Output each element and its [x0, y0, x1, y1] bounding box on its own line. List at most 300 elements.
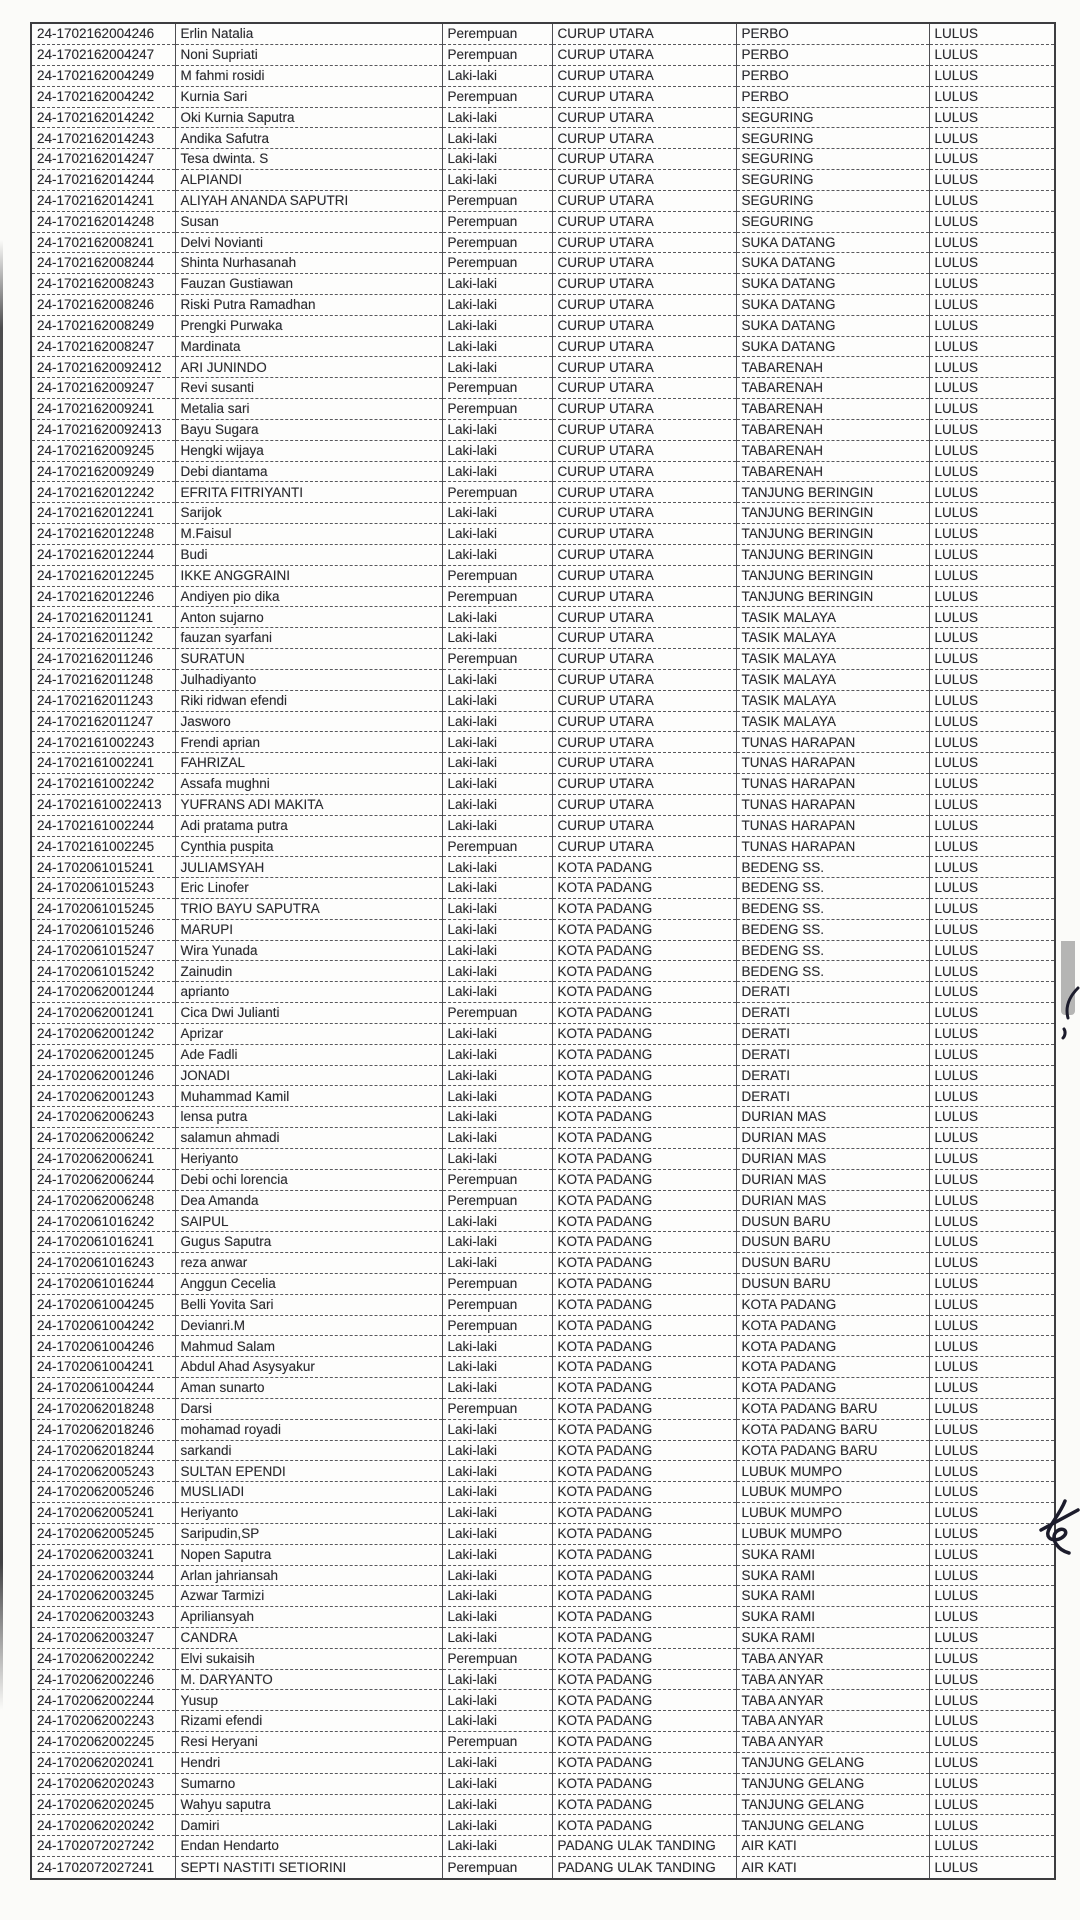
- cell-status: LULUS: [929, 1503, 1055, 1524]
- cell-status: LULUS: [929, 1482, 1055, 1503]
- table-row: [31, 753, 1055, 774]
- cell-district: CURUP UTARA: [552, 774, 736, 795]
- table-row: [31, 607, 1055, 628]
- cell-gender: Laki-laki: [442, 1378, 552, 1399]
- cell-status: LULUS: [929, 1461, 1055, 1482]
- cell-name: sarkandi: [175, 1440, 442, 1461]
- cell-district: KOTA PADANG: [552, 1148, 736, 1169]
- cell-gender: Laki-laki: [442, 1023, 552, 1044]
- cell-status: LULUS: [929, 690, 1055, 711]
- cell-name: SAIPUL: [175, 1211, 442, 1232]
- cell-registration_id: 24-1702062018244: [31, 1440, 175, 1461]
- cell-district: CURUP UTARA: [552, 65, 736, 86]
- cell-name: Assafa mughni: [175, 774, 442, 795]
- cell-status: LULUS: [929, 1253, 1055, 1274]
- cell-registration_id: 24-1702072027241: [31, 1857, 175, 1879]
- cell-status: LULUS: [929, 607, 1055, 628]
- table-row: [31, 919, 1055, 940]
- cell-village: KOTA PADANG: [736, 1294, 929, 1315]
- cell-district: KOTA PADANG: [552, 1440, 736, 1461]
- cell-status: LULUS: [929, 669, 1055, 690]
- cell-village: BEDENG SS.: [736, 919, 929, 940]
- cell-village: TABA ANYAR: [736, 1690, 929, 1711]
- cell-village: SUKA DATANG: [736, 294, 929, 315]
- cell-gender: Laki-laki: [442, 336, 552, 357]
- cell-status: LULUS: [929, 1586, 1055, 1607]
- cell-district: KOTA PADANG: [552, 1607, 736, 1628]
- cell-village: DURIAN MAS: [736, 1169, 929, 1190]
- cell-gender: Laki-laki: [442, 1107, 552, 1128]
- cell-district: KOTA PADANG: [552, 940, 736, 961]
- cell-status: LULUS: [929, 336, 1055, 357]
- table-row: [31, 190, 1055, 211]
- cell-name: fauzan syarfani: [175, 628, 442, 649]
- cell-village: TABARENAH: [736, 461, 929, 482]
- cell-registration_id: 24-1702162014244: [31, 170, 175, 191]
- cell-district: CURUP UTARA: [552, 836, 736, 857]
- cell-district: KOTA PADANG: [552, 1190, 736, 1211]
- table-row: [31, 253, 1055, 274]
- cell-registration_id: 24-1702162004249: [31, 65, 175, 86]
- table-row: [31, 628, 1055, 649]
- cell-gender: Laki-laki: [442, 149, 552, 170]
- cell-name: Susan: [175, 211, 442, 232]
- table-row: [31, 1482, 1055, 1503]
- cell-village: SUKA RAMI: [736, 1544, 929, 1565]
- cell-registration_id: 24-1702062003247: [31, 1627, 175, 1648]
- table-row: [31, 294, 1055, 315]
- cell-gender: Laki-laki: [442, 65, 552, 86]
- cell-district: KOTA PADANG: [552, 1815, 736, 1836]
- cell-district: KOTA PADANG: [552, 1211, 736, 1232]
- cell-gender: Perempuan: [442, 1169, 552, 1190]
- cell-district: KOTA PADANG: [552, 1669, 736, 1690]
- cell-registration_id: 24-1702162008249: [31, 315, 175, 336]
- cell-registration_id: 24-1702162004246: [37, 26, 155, 42]
- cell-status: LULUS: [929, 1336, 1055, 1357]
- cell-village: TUNAS HARAPAN: [736, 836, 929, 857]
- table-row: [31, 815, 1055, 836]
- cell-name: Heriyanto: [175, 1503, 442, 1524]
- table-row: [31, 836, 1055, 857]
- cell-registration_id: 24-1702062002242: [31, 1648, 175, 1669]
- cell-district: CURUP UTARA: [552, 503, 736, 524]
- cell-district: CURUP UTARA: [552, 711, 736, 732]
- results-table: [30, 22, 1056, 1880]
- cell-registration_id: 24-1702162014242: [31, 107, 175, 128]
- cell-status: LULUS: [929, 774, 1055, 795]
- cell-gender: Laki-laki: [442, 1690, 552, 1711]
- table-row: [31, 232, 1055, 253]
- cell-district: CURUP UTARA: [552, 315, 736, 336]
- cell-name: SEPTI NASTITI SETIORINI: [175, 1857, 442, 1879]
- cell-village: DURIAN MAS: [736, 1190, 929, 1211]
- cell-village: DERATI: [736, 982, 929, 1003]
- cell-name: Aprizar: [175, 1023, 442, 1044]
- cell-gender: Laki-laki: [442, 1440, 552, 1461]
- cell-registration_id: 24-1702062002244: [31, 1690, 175, 1711]
- cell-name: Adi pratama putra: [175, 815, 442, 836]
- table-row: [31, 503, 1055, 524]
- cell-district: CURUP UTARA: [552, 544, 736, 565]
- cell-gender: Laki-laki: [442, 1044, 552, 1065]
- cell-gender: Perempuan: [442, 1315, 552, 1336]
- cell-village: DUSUN BARU: [736, 1211, 929, 1232]
- cell-village: SUKA RAMI: [736, 1607, 929, 1628]
- table-row: [31, 23, 1055, 45]
- cell-name: Andika Safutra: [175, 128, 442, 149]
- cell-name: Belli Yovita Sari: [175, 1294, 442, 1315]
- cell-village: TABA ANYAR: [736, 1732, 929, 1753]
- cell-status: LULUS: [929, 1565, 1055, 1586]
- cell-village: TASIK MALAYA: [736, 669, 929, 690]
- cell-name: SURATUN: [175, 649, 442, 670]
- cell-name: Julhadiyanto: [175, 669, 442, 690]
- cell-gender: Laki-laki: [442, 1752, 552, 1773]
- cell-name: Eric Linofer: [175, 878, 442, 899]
- cell-registration_id: 24-1702062005241: [31, 1503, 175, 1524]
- cell-registration_id: 24-1702062003244: [31, 1565, 175, 1586]
- cell-village: TANJUNG BERINGIN: [736, 565, 929, 586]
- cell-status: LULUS: [929, 399, 1055, 420]
- table-row: [31, 1148, 1055, 1169]
- cell-village: KOTA PADANG BARU: [736, 1440, 929, 1461]
- handwritten-scribble-mark: [1038, 1498, 1080, 1568]
- cell-gender: Laki-laki: [442, 1794, 552, 1815]
- cell-gender: Perempuan: [442, 211, 552, 232]
- cell-district: KOTA PADANG: [552, 1294, 736, 1315]
- cell-district: KOTA PADANG: [552, 1273, 736, 1294]
- cell-gender: Perempuan: [442, 1273, 552, 1294]
- cell-district: CURUP UTARA: [552, 794, 736, 815]
- cell-name: ALIYAH ANANDA SAPUTRI: [175, 190, 442, 211]
- cell-gender: Laki-laki: [442, 1253, 552, 1274]
- cell-district: KOTA PADANG: [552, 1648, 736, 1669]
- cell-status: LULUS: [929, 86, 1055, 107]
- cell-name: Riski Putra Ramadhan: [175, 294, 442, 315]
- cell-registration_id: 24-1702062020243: [31, 1773, 175, 1794]
- cell-village: SUKA DATANG: [736, 315, 929, 336]
- cell-registration_id: 24-1702162012241: [31, 503, 175, 524]
- cell-registration_id: 24-1702062018248: [31, 1398, 175, 1419]
- cell-village: KOTA PADANG: [736, 1315, 929, 1336]
- cell-status: LULUS: [929, 982, 1055, 1003]
- cell-gender: Laki-laki: [442, 690, 552, 711]
- table-row: [31, 1503, 1055, 1524]
- cell-status: LULUS: [929, 1190, 1055, 1211]
- cell-gender: Perempuan: [442, 86, 552, 107]
- cell-name: Erlin Natalia: [175, 23, 442, 45]
- cell-name: aprianto: [175, 982, 442, 1003]
- cell-village: DURIAN MAS: [736, 1128, 929, 1149]
- cell-registration_id: 24-1702161002242: [31, 774, 175, 795]
- cell-village: KOTA PADANG: [736, 1357, 929, 1378]
- cell-status: LULUS: [929, 1148, 1055, 1169]
- cell-gender: Laki-laki: [442, 1627, 552, 1648]
- cell-name: mohamad royadi: [175, 1419, 442, 1440]
- cell-name: Apriliansyah: [175, 1607, 442, 1628]
- table-row: [31, 65, 1055, 86]
- table-row: [31, 1836, 1055, 1857]
- cell-village: SUKA DATANG: [736, 253, 929, 274]
- cell-gender: Laki-laki: [442, 1232, 552, 1253]
- table-row: [31, 1690, 1055, 1711]
- cell-district: KOTA PADANG: [552, 961, 736, 982]
- table-row: [31, 1648, 1055, 1669]
- cell-status: LULUS: [929, 1440, 1055, 1461]
- cell-name: Noni Supriati: [175, 45, 442, 66]
- cell-district: KOTA PADANG: [552, 878, 736, 899]
- table-row: [31, 86, 1055, 107]
- cell-district: CURUP UTARA: [552, 211, 736, 232]
- cell-registration_id: 24-1702162014243: [31, 128, 175, 149]
- cell-status: LULUS: [929, 253, 1055, 274]
- cell-registration_id: 24-1702062020245: [31, 1794, 175, 1815]
- cell-district: KOTA PADANG: [552, 1357, 736, 1378]
- cell-village: DURIAN MAS: [736, 1148, 929, 1169]
- cell-name: Heriyanto: [175, 1148, 442, 1169]
- cell-village: TUNAS HARAPAN: [736, 794, 929, 815]
- cell-registration_id: 24-1702161002243: [31, 732, 175, 753]
- cell-gender: Laki-laki: [442, 1336, 552, 1357]
- cell-status: LULUS: [929, 1315, 1055, 1336]
- cell-gender: Laki-laki: [442, 1148, 552, 1169]
- cell-village: TABA ANYAR: [736, 1648, 929, 1669]
- cell-gender: Laki-laki: [442, 128, 552, 149]
- cell-name: Debi ochi lorencia: [175, 1169, 442, 1190]
- cell-registration_id: 24-1702062001243: [31, 1086, 175, 1107]
- cell-district: CURUP UTARA: [552, 586, 736, 607]
- cell-name: Arlan jahriansah: [175, 1565, 442, 1586]
- cell-gender: Perempuan: [442, 45, 552, 66]
- cell-status: LULUS: [929, 461, 1055, 482]
- cell-village: SUKA RAMI: [736, 1565, 929, 1586]
- cell-status: LULUS: [929, 1794, 1055, 1815]
- cell-registration_id: 24-1702162014247: [31, 149, 175, 170]
- cell-district: KOTA PADANG: [552, 1794, 736, 1815]
- cell-name: Anggun Cecelia: [175, 1273, 442, 1294]
- cell-name: Resi Heryani: [175, 1732, 442, 1753]
- cell-registration_id: 24-17021610022413: [31, 794, 175, 815]
- cell-registration_id: 24-1702062003241: [31, 1544, 175, 1565]
- cell-registration_id: 24-1702162009249: [31, 461, 175, 482]
- cell-district: KOTA PADANG: [552, 1169, 736, 1190]
- cell-village: LUBUK MUMPO: [736, 1482, 929, 1503]
- cell-district: CURUP UTARA: [552, 419, 736, 440]
- cell-registration_id: 24-1702162004242: [31, 86, 175, 107]
- cell-village: PERBO: [736, 86, 929, 107]
- cell-registration_id: 24-1702162004247: [31, 45, 175, 66]
- cell-gender: Laki-laki: [442, 315, 552, 336]
- cell-district: KOTA PADANG: [552, 1419, 736, 1440]
- cell-name: Budi: [175, 544, 442, 565]
- cell-status: LULUS: [929, 274, 1055, 295]
- cell-district: CURUP UTARA: [552, 336, 736, 357]
- cell-name: JONADI: [175, 1065, 442, 1086]
- cell-name: Gugus Saputra: [175, 1232, 442, 1253]
- cell-district: CURUP UTARA: [552, 190, 736, 211]
- table-row: [31, 1732, 1055, 1753]
- cell-gender: Laki-laki: [442, 440, 552, 461]
- cell-status: LULUS: [929, 1294, 1055, 1315]
- cell-name: Mardinata: [175, 336, 442, 357]
- table-row: [31, 711, 1055, 732]
- cell-district: KOTA PADANG: [552, 857, 736, 878]
- cell-registration_id: 24-1702062002245: [31, 1732, 175, 1753]
- cell-gender: Perempuan: [442, 1003, 552, 1024]
- table-row: [31, 732, 1055, 753]
- cell-village: DUSUN BARU: [736, 1253, 929, 1274]
- cell-district: KOTA PADANG: [552, 1565, 736, 1586]
- cell-village: TANJUNG BERINGIN: [736, 503, 929, 524]
- cell-village: SUKA DATANG: [736, 232, 929, 253]
- cell-gender: Perempuan: [442, 586, 552, 607]
- cell-name: M.Faisul: [175, 524, 442, 545]
- cell-village: SEGURING: [736, 190, 929, 211]
- cell-status: LULUS: [929, 649, 1055, 670]
- cell-registration_id: 24-1702062005245: [31, 1523, 175, 1544]
- cell-gender: Laki-laki: [442, 607, 552, 628]
- cell-status: LULUS: [929, 1669, 1055, 1690]
- cell-registration_id: 24-17021620092413: [31, 419, 175, 440]
- table-row: [31, 1378, 1055, 1399]
- cell-registration_id: 24-1702062006242: [31, 1128, 175, 1149]
- cell-district: CURUP UTARA: [552, 378, 736, 399]
- cell-district: KOTA PADANG: [552, 1752, 736, 1773]
- table-row: [31, 170, 1055, 191]
- cell-name: Oki Kurnia Saputra: [175, 107, 442, 128]
- cell-gender: Laki-laki: [442, 1836, 552, 1857]
- cell-status: LULUS: [929, 628, 1055, 649]
- cell-status: LULUS: [929, 1128, 1055, 1149]
- cell-status: LULUS: [929, 732, 1055, 753]
- cell-gender: Perempuan: [442, 1190, 552, 1211]
- table-row: [31, 982, 1055, 1003]
- cell-registration_id: 24-1702061004244: [31, 1378, 175, 1399]
- cell-registration_id: 24-1702162012248: [31, 524, 175, 545]
- cell-district: CURUP UTARA: [552, 482, 736, 503]
- cell-gender: Perempuan: [442, 1294, 552, 1315]
- table-row: [31, 357, 1055, 378]
- cell-name: Cynthia puspita: [175, 836, 442, 857]
- cell-village: PERBO: [736, 45, 929, 66]
- cell-district: KOTA PADANG: [552, 1253, 736, 1274]
- cell-name: EFRITA FITRIYANTI: [175, 482, 442, 503]
- cell-name: TRIO BAYU SAPUTRA: [175, 899, 442, 920]
- table-row: [31, 419, 1055, 440]
- cell-gender: Laki-laki: [442, 1065, 552, 1086]
- cell-village: SEGURING: [736, 107, 929, 128]
- cell-village: SUKA DATANG: [736, 336, 929, 357]
- table-row: [31, 1565, 1055, 1586]
- cell-registration_id: 24-1702062003245: [31, 1586, 175, 1607]
- cell-status: LULUS: [929, 1690, 1055, 1711]
- cell-district: KOTA PADANG: [552, 1732, 736, 1753]
- cell-status: LULUS: [929, 503, 1055, 524]
- cell-district: KOTA PADANG: [552, 982, 736, 1003]
- cell-name: Muhammad Kamil: [175, 1086, 442, 1107]
- cell-registration_id: 24-1702061016244: [31, 1273, 175, 1294]
- cell-gender: Laki-laki: [442, 419, 552, 440]
- table-row: [31, 1711, 1055, 1732]
- cell-status: LULUS: [929, 1169, 1055, 1190]
- cell-registration_id: 24-1702162012242: [31, 482, 175, 503]
- cell-village: BEDENG SS.: [736, 940, 929, 961]
- table-row: [31, 1752, 1055, 1773]
- cell-gender: Perempuan: [442, 253, 552, 274]
- cell-district: KOTA PADANG: [552, 1086, 736, 1107]
- cell-village: TANJUNG BERINGIN: [736, 586, 929, 607]
- cell-name: Darsi: [175, 1398, 442, 1419]
- cell-registration_id: 24-1702072027242: [31, 1836, 175, 1857]
- cell-name: ARI JUNINDO: [175, 357, 442, 378]
- cell-registration_id: 24-1702162011248: [31, 669, 175, 690]
- cell-gender: Laki-laki: [442, 1544, 552, 1565]
- cell-village: DUSUN BARU: [736, 1273, 929, 1294]
- table-row: [31, 586, 1055, 607]
- scan-edge-artifact: [0, 240, 3, 1710]
- table-row: [31, 1107, 1055, 1128]
- cell-district: KOTA PADANG: [552, 919, 736, 940]
- cell-gender: Laki-laki: [442, 1586, 552, 1607]
- cell-gender: Laki-laki: [442, 544, 552, 565]
- cell-registration_id: 24-1702162009241: [31, 399, 175, 420]
- cell-district: KOTA PADANG: [552, 1398, 736, 1419]
- cell-name: M. DARYANTO: [175, 1669, 442, 1690]
- cell-registration_id: 24-1702162008247: [31, 336, 175, 357]
- cell-name: Metalia sari: [175, 399, 442, 420]
- table-row: [31, 1461, 1055, 1482]
- cell-status: LULUS: [929, 544, 1055, 565]
- cell-gender: Laki-laki: [442, 815, 552, 836]
- cell-registration_id: 24-1702162011247: [31, 711, 175, 732]
- cell-registration_id: 24-1702161002241: [31, 753, 175, 774]
- cell-district: KOTA PADANG: [552, 1711, 736, 1732]
- cell-status: LULUS: [929, 1752, 1055, 1773]
- cell-registration_id: 24-1702162008246: [31, 294, 175, 315]
- cell-status: LULUS: [929, 1003, 1055, 1024]
- cell-district: KOTA PADANG: [552, 1482, 736, 1503]
- cell-gender: Laki-laki: [442, 628, 552, 649]
- cell-gender: Perempuan: [442, 1398, 552, 1419]
- cell-gender: Laki-laki: [442, 503, 552, 524]
- cell-name: Anton sujarno: [175, 607, 442, 628]
- cell-name: SULTAN EPENDI: [175, 1461, 442, 1482]
- table-row: [31, 1294, 1055, 1315]
- cell-name: ALPIANDI: [175, 170, 442, 191]
- cell-status: LULUS: [929, 1711, 1055, 1732]
- cell-village: KOTA PADANG: [736, 1336, 929, 1357]
- cell-district: CURUP UTARA: [552, 357, 736, 378]
- cell-status: LULUS: [929, 149, 1055, 170]
- cell-status: LULUS: [929, 836, 1055, 857]
- cell-registration_id: 24-1702161002245: [31, 836, 175, 857]
- table-row: [31, 1023, 1055, 1044]
- cell-gender: Laki-laki: [442, 1669, 552, 1690]
- cell-registration_id: 24-1702162008241: [31, 232, 175, 253]
- cell-status: LULUS: [929, 1086, 1055, 1107]
- cell-registration_id: 24-1702162014248: [31, 211, 175, 232]
- cell-district: KOTA PADANG: [552, 1107, 736, 1128]
- cell-gender: Perempuan: [442, 23, 552, 45]
- cell-registration_id: 24-1702062001241: [31, 1003, 175, 1024]
- cell-village: DERATI: [736, 1003, 929, 1024]
- table-row: [31, 211, 1055, 232]
- table-row: [31, 1169, 1055, 1190]
- cell-registration_id: 24-1702062020242: [31, 1815, 175, 1836]
- cell-name: Cica Dwi Julianti: [175, 1003, 442, 1024]
- cell-district: CURUP UTARA: [552, 128, 736, 149]
